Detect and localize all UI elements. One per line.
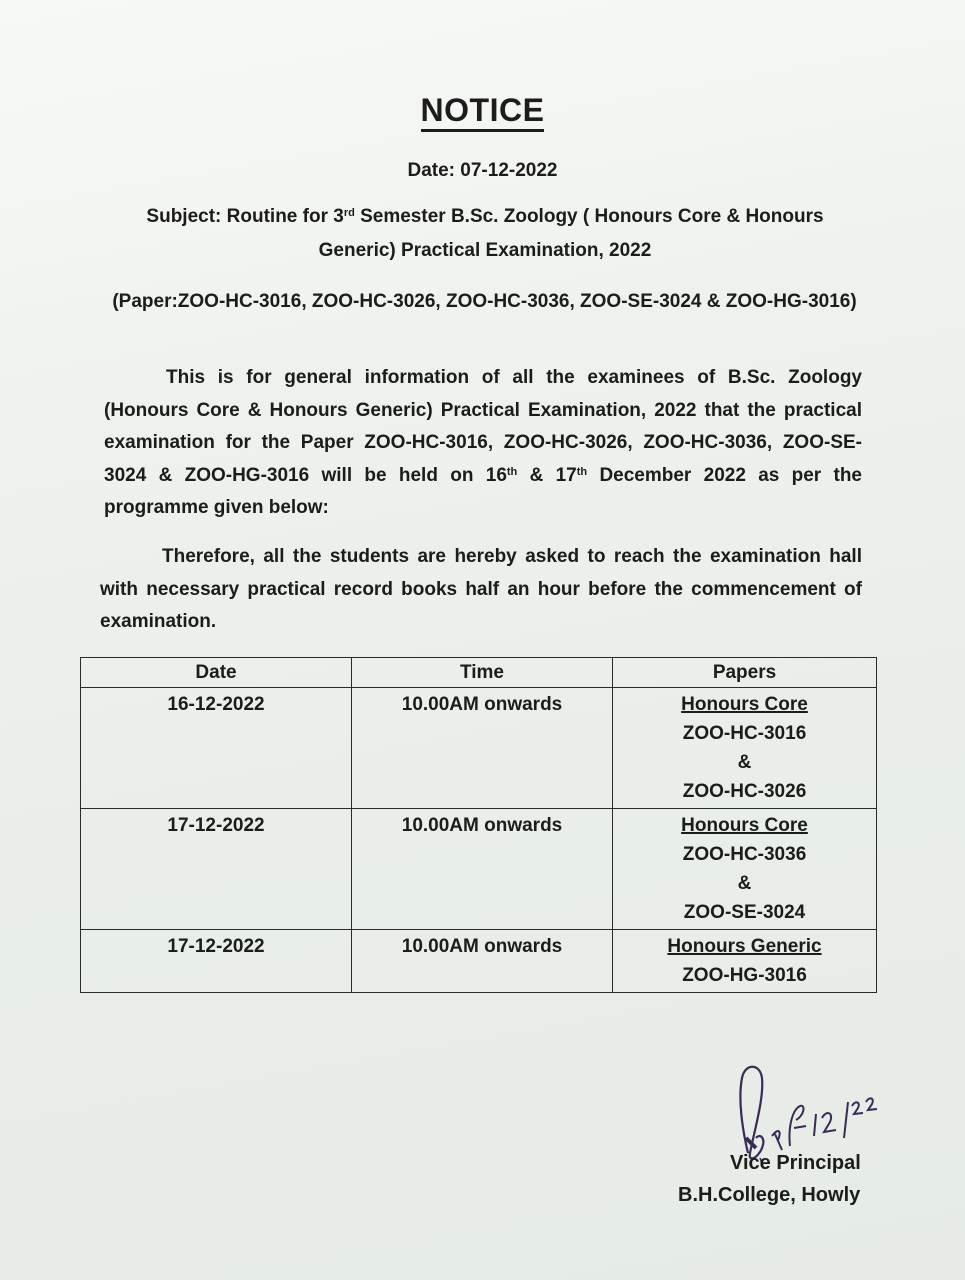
paper-category: Honours Core [681, 815, 808, 836]
instruction-paragraph: Therefore, all the students are hereby asked to reach the examination hall with necessary practical record books half an hour before the commencement of examination. [100, 546, 862, 632]
cell-time: 10.00AM onwards [352, 688, 613, 809]
notice-title-text: NOTICE [421, 92, 545, 132]
paper-code: ZOO-HC-3026 [682, 781, 807, 802]
para1-sup2: th [576, 465, 588, 478]
subject-text-b: Semester B.Sc. Zoology ( Honours Core & Honours Generic) Practical Examination, 2022 [318, 206, 824, 261]
ampersand: & [737, 873, 752, 894]
subject-sup: rd [343, 207, 355, 219]
cell-papers [613, 809, 877, 930]
paper-code: ZOO-HC-3036 [682, 844, 807, 865]
para1-sup1: th [506, 465, 518, 478]
para1-text-a: This is for general information of all the examinees of B.Sc. Zoology (Honours Core & Honours Generic) Practical Examination, 2022 that the practical examination for the Paper ZOO-HC-3016, ZOO-HC-3026, ZOO-HC-3036, ZOO-SE-3024 & ZOO-HG-3016 will be held on 16 [104, 367, 862, 486]
paper-code: ZOO-HC-3016 [682, 723, 807, 744]
para1-text-c: December 2022 as per the programme given below: [104, 464, 863, 518]
ampersand: & [737, 752, 752, 773]
cell-time: 10.00AM onwards [352, 930, 613, 993]
exam-schedule-table [80, 657, 877, 993]
signatory-designation: Vice Principal [730, 1152, 861, 1174]
paper-code: ZOO-HG-3016 [682, 965, 807, 986]
header-date: Date [81, 658, 352, 688]
cell-date: 17-12-2022 [81, 930, 352, 993]
notice-subject [120, 200, 850, 268]
subject-text-a: Subject: Routine for 3 [146, 206, 344, 227]
institution-name: B.H.College, Howly [678, 1184, 861, 1206]
para1-text-b: & 17 [517, 464, 577, 486]
header-time: Time [352, 658, 613, 688]
information-paragraph [104, 362, 862, 525]
cell-papers [613, 688, 877, 809]
table-row [81, 809, 877, 930]
paper-codes-line: (Paper:ZOO-HC-3016, ZOO-HC-3026, ZOO-HC-3036, ZOO-SE-3024 & ZOO-HG-3016) [112, 291, 857, 312]
table-row [81, 930, 877, 993]
notice-title [0, 92, 965, 129]
cell-date: 17-12-2022 [81, 809, 352, 930]
notice-date: Date: 07-12-2022 [407, 160, 558, 181]
cell-papers [613, 930, 877, 993]
header-papers: Papers [613, 658, 877, 688]
cell-time: 10.00AM onwards [352, 809, 613, 930]
paper-code: ZOO-SE-3024 [683, 902, 806, 923]
paper-category: Honours Core [681, 694, 808, 715]
cell-date: 16-12-2022 [81, 688, 352, 809]
table-header-row [81, 658, 877, 688]
table-row [81, 688, 877, 809]
paper-category: Honours Generic [667, 936, 822, 957]
